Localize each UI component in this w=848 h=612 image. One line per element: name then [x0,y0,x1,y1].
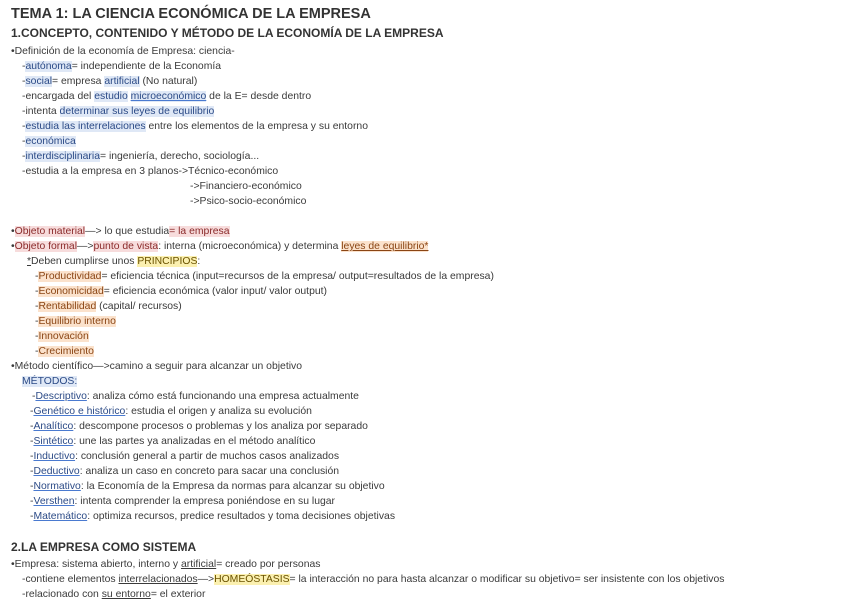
plano-psico: ->Psico-socio-económico [190,196,307,207]
metodo-item: -Matemático: optimiza recursos, predice resultados y toma decisiones objetivas [30,511,396,522]
term-deductivo: Deductivo [33,466,80,477]
metodo-item: -Normativo: la Economía de la Empresa da normas para alcanzar su objetivo [30,481,385,492]
term-interdisciplinaria: interdisciplinaria [25,151,100,162]
term-artificial-2: artificial [180,559,217,570]
section-heading-2: 2.LA EMPRESA COMO SISTEMA [11,540,197,554]
bullet-estudia-interrelaciones: -estudia las interrelaciones entre los elementos de la empresa y su entorno [22,121,368,132]
term-analitico: Analítico [33,421,74,432]
term-productividad: Productividad [38,271,102,282]
plano-financiero: ->Financiero-económico [190,181,302,192]
term-crecimiento: Crecimiento [38,346,94,357]
term-rentabilidad: Rentabilidad [38,301,97,312]
term-la-empresa: = la empresa [169,226,230,237]
bullet-encargada: -encargada del estudio microeconómico de la E= desde dentro [22,91,312,102]
contiene-line: -contiene elementos interrelacionados—>HOMEÓSTASIS= la interacción no para hasta alcanzar o modificar su objetivo= ser insistente con los objetivos [22,574,725,585]
metodo-item: -Descriptivo: analiza cómo está funcionando una empresa actualmente [32,391,359,402]
term-verstehen: Versthen [33,496,75,507]
metodo-item: -Deductivo: analiza un caso en concreto para sacar una conclusión [30,466,340,477]
term-artificial: artificial [104,76,140,87]
empresa-sistema-line: •Empresa: sistema abierto, interno y artificial= creado por personas [11,559,321,570]
term-autonoma: autónoma [25,61,72,72]
term-interrelaciones: estudia las interrelaciones [25,121,146,132]
term-social: social [25,76,53,87]
bullet-planos: -estudia a la empresa en 3 planos->Técnico-económico [22,166,279,177]
term-normativo: Normativo [33,481,81,492]
bullet-intenta: -intenta determinar sus leyes de equilibrio [22,106,215,117]
term-homeostasis: HOMEÓSTASIS [214,574,290,585]
term-genetico: Genético e histórico [33,406,126,417]
metodo-item: -Versthen: intenta comprender la empresa poniéndose en su lugar [30,496,335,507]
term-inductivo: Inductivo [33,451,76,462]
term-objeto-formal: Objeto formal [14,241,78,252]
term-leyes-equilibrio-formal: leyes de equilibrio* [341,241,429,252]
principio-item: -Economicidad= eficiencia económica (valor input/ valor output) [35,286,327,297]
term-matematico: Matemático [33,511,88,522]
section-heading-1: 1.CONCEPTO, CONTENIDO Y MÉTODO DE LA ECONOMÍA DE LA EMPRESA [11,26,444,40]
term-microeconomico: microeconómico [130,91,207,102]
term-innovacion: Innovación [38,331,89,342]
term-punto-de-vista: punto de vista [93,241,159,252]
definition-line: •Definición de la economía de Empresa: ciencia- [11,46,235,57]
metodos-label: MÉTODOS: [22,376,78,387]
objeto-formal-line: •Objeto formal—>punto de vista: interna (microeconómica) y determina leyes de equilibrio* [11,241,429,252]
metodo-item: -Inductivo: conclusión general a partir de muchos casos analizados [30,451,340,462]
term-objeto-material: Objeto material [14,226,86,237]
term-economicidad: Economicidad [38,286,104,297]
metodo-item: -Genético e histórico: estudia el origen y analiza su evolución [30,406,312,417]
term-su-entorno: su entorno [101,589,151,600]
bullet-economica: -económica [22,136,76,147]
bullet-interdisciplinaria: -interdisciplinaria= ingeniería, derecho, sociología... [22,151,260,162]
principio-item: -Rentabilidad (capital/ recursos) [35,301,182,312]
term-interrelacionados: interrelacionados [118,574,198,585]
bullet-autonoma: -autónoma= independiente de la Economía [22,61,222,72]
metodo-cientifico-line: •Método científico—>camino a seguir para alcanzar un objetivo [11,361,302,372]
term-descriptivo: Descriptivo [35,391,87,402]
term-principios: PRINCIPIOS [137,256,198,267]
term-leyes-equilibrio: determinar sus leyes de equilibrio [59,106,215,117]
term-economica: económica [25,136,76,147]
metodo-item: -Analítico: descompone procesos o problemas y los analiza por separado [30,421,368,432]
principios-intro: *Deben cumplirse unos PRINCIPIOS: [27,256,201,267]
term-estudio: estudio [94,91,128,102]
principio-item: -Productividad= eficiencia técnica (input=recursos de la empresa/ output=resultados de la empresa) [35,271,494,282]
principio-item: -Equilibrio interno [35,316,116,327]
page-title: TEMA 1: LA CIENCIA ECONÓMICA DE LA EMPRESA [11,6,371,22]
relacionado-line: -relacionado con su entorno= el exterior [22,589,206,600]
principio-item: -Crecimiento [35,346,94,357]
bullet-social: -social= empresa artificial (No natural) [22,76,198,87]
term-equilibrio-interno: Equilibrio interno [38,316,116,327]
objeto-material-line: •Objeto material—> lo que estudia= la empresa [11,226,230,237]
principio-item: -Innovación [35,331,89,342]
term-sintetico: Sintético [33,436,74,447]
metodo-item: -Sintético: une las partes ya analizadas en el método analítico [30,436,316,447]
